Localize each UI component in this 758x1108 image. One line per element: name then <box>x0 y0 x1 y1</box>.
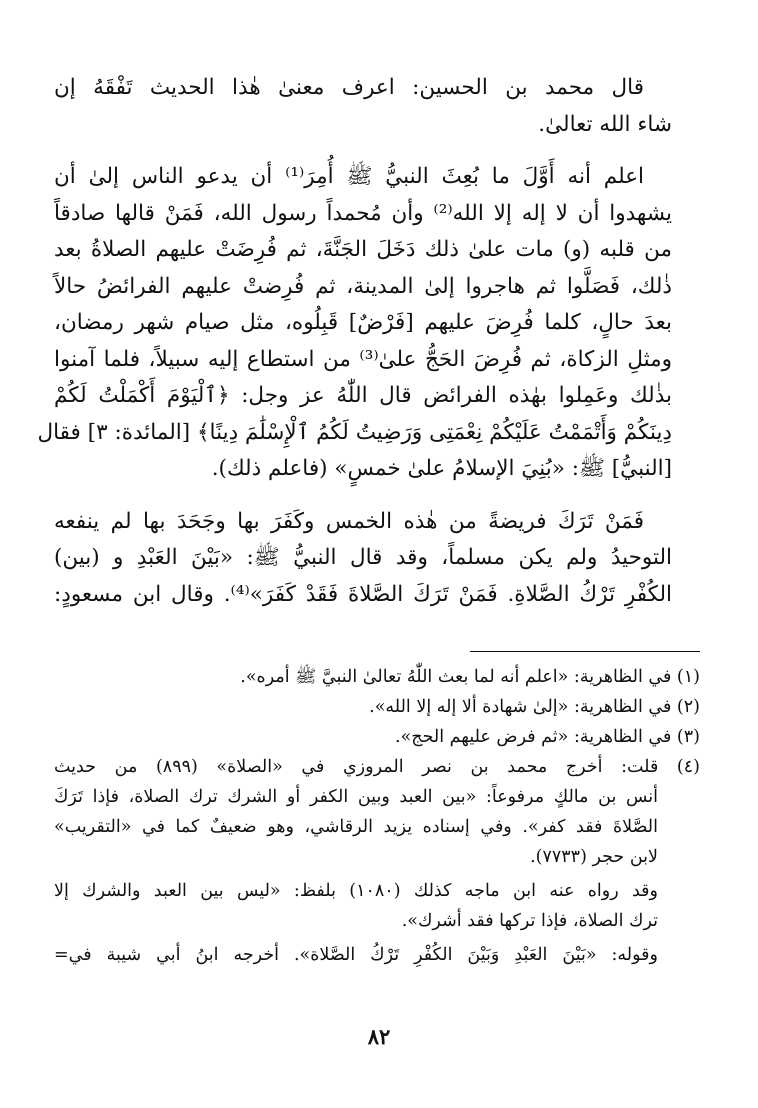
text-line: دِينَكُمْ وَأَتْمَمْتُ عَلَيْكُمْ نِعْمَتِى وَرَضِيتُ لَكُمُ ٱلْإِسْلَٰمَ دِينًا﴾ [المائدة: ٣] فقال <box>37 419 672 445</box>
footnote-line: وقد رواه عنه ابن ماجه كذلك (١٠٨٠) بلفظ: «ليس بين العبد والشرك إلا <box>54 881 658 901</box>
text-line: [النبيُّ] ﷺ: «بُنِيَ الإسلامُ علىٰ خمسٍ» (فاعلم ذلك). <box>211 456 672 481</box>
text-line: ذٰلك، فَصَلَّوا ثم هاجروا إلىٰ المدينة، ثم فُرِضتْ عليهم الفرائضُ حالاً <box>54 273 672 299</box>
footnote-4 <box>54 752 700 872</box>
footnote-line: (٣) في الظاهرية: «ثم فرض عليهم الحج». <box>395 727 700 747</box>
footnote-3 <box>54 722 700 752</box>
text-line: شاء الله تعالىٰ. <box>538 111 672 137</box>
footnote-line: أنس بن مالكٍ مرفوعاً: «بين العبد وبين الكفر أو الشرك ترك الصلاة، فإذا تَرَكَ <box>54 787 658 807</box>
paragraph-2 <box>37 159 700 488</box>
text-line: يشهدوا أن لا إله إلا الله⁽²⁾ وأن مُحمداً رسول الله، فَمَنْ قالها صادقاً <box>54 200 672 226</box>
footnote-line: الصَّلاةَ فقد كفر». وفي إسناده يزيد الرقاشي، وهو ضعيفٌ كما في «التقريب» <box>54 817 658 837</box>
footnote-line: وقوله: «بَيْنَ العَبْدِ وَبَيْنَ الكُفْرِ تَرْكُ الصَّلاة». أخرجه ابنُ أبي شيبة في= <box>54 945 658 965</box>
footnote-line: لابن حجر (٧٧٣٣). <box>530 847 658 867</box>
text-line: بعدَ حالٍ، كلما فُرِضَ عليهم [فَرْضٌ] قَبِلُوه، مثل صيام شهر رمضان، <box>54 310 672 335</box>
footnote-line: (٤) قلت: أخرج محمد بن نصر المروزي في «الصلاة» (٨٩٩) من حديث <box>54 757 700 777</box>
footnotes <box>54 662 700 970</box>
page-number: ٨٢ <box>367 1024 391 1049</box>
footnote-line: (٢) في الظاهرية: «إلىٰ شهادة ألا إله إلا الله». <box>369 697 700 717</box>
footnote-divider <box>470 651 700 652</box>
footnote-line: (١) في الظاهرية: «اعلم أنه لما بعث اللّٰهُ تعالىٰ النبيَّ ﷺ أمره». <box>240 667 700 687</box>
footnote-2 <box>54 692 700 722</box>
footnote-line: ترك الصلاة، فإذا تركها فقد أشرك». <box>401 911 658 931</box>
footnote-4-continuation <box>54 940 700 970</box>
footnote-4-continuation <box>54 876 700 936</box>
main-text <box>37 70 700 629</box>
text-line: ومثلِ الزكاة، ثم فُرِضَ الحَجُّ علىٰ⁽³⁾ من استطاع إليه سبيلاً، فلما آمنوا <box>54 346 672 372</box>
paragraph-3 <box>54 504 700 614</box>
text-line: الكُفْرِ تَرْكُ الصَّلاةِ. فَمَنْ تَرَكَ الصَّلاةَ فَقَدْ كَفَرَ»⁽⁴⁾. وقال ابن مسعودٍ: <box>54 581 672 607</box>
paragraph-1 <box>54 70 700 143</box>
footnote-1 <box>54 662 700 692</box>
text-line: من قلبه (و) مات علىٰ ذلك دَخَلَ الجَنَّةَ، ثم فُرِضَتْ عليهم الصلاةُ بعد <box>54 237 672 262</box>
text-line: قال محمد بن الحسين: اعرف معنىٰ هٰذا الحديث تَفْقَهُ إن <box>54 75 644 100</box>
text-line: فَمَنْ تَرَكَ فريضةً من هٰذه الخمس وكَفَرَ بها وجَحَدَ بها لم ينفعه <box>54 508 644 534</box>
text-line: التوحيدُ ولم يكن مسلماً، وقد قال النبيُّ ﷺ: «بَيْنَ العَبْدِ و (بين) <box>54 545 672 570</box>
text-line: اعلم أنه أَوَّلَ ما بُعِثَ النبيُّ ﷺ أُمِرَ⁽¹⁾ أن يدعو الناس إلىٰ أن <box>54 164 644 189</box>
text-line: بذٰلك وعَمِلوا بهٰذه الفرائض قال اللّٰهُ عز وجل: ﴿ٱلْيَوْمَ أَكْمَلْتُ لَكُمْ <box>54 383 672 408</box>
